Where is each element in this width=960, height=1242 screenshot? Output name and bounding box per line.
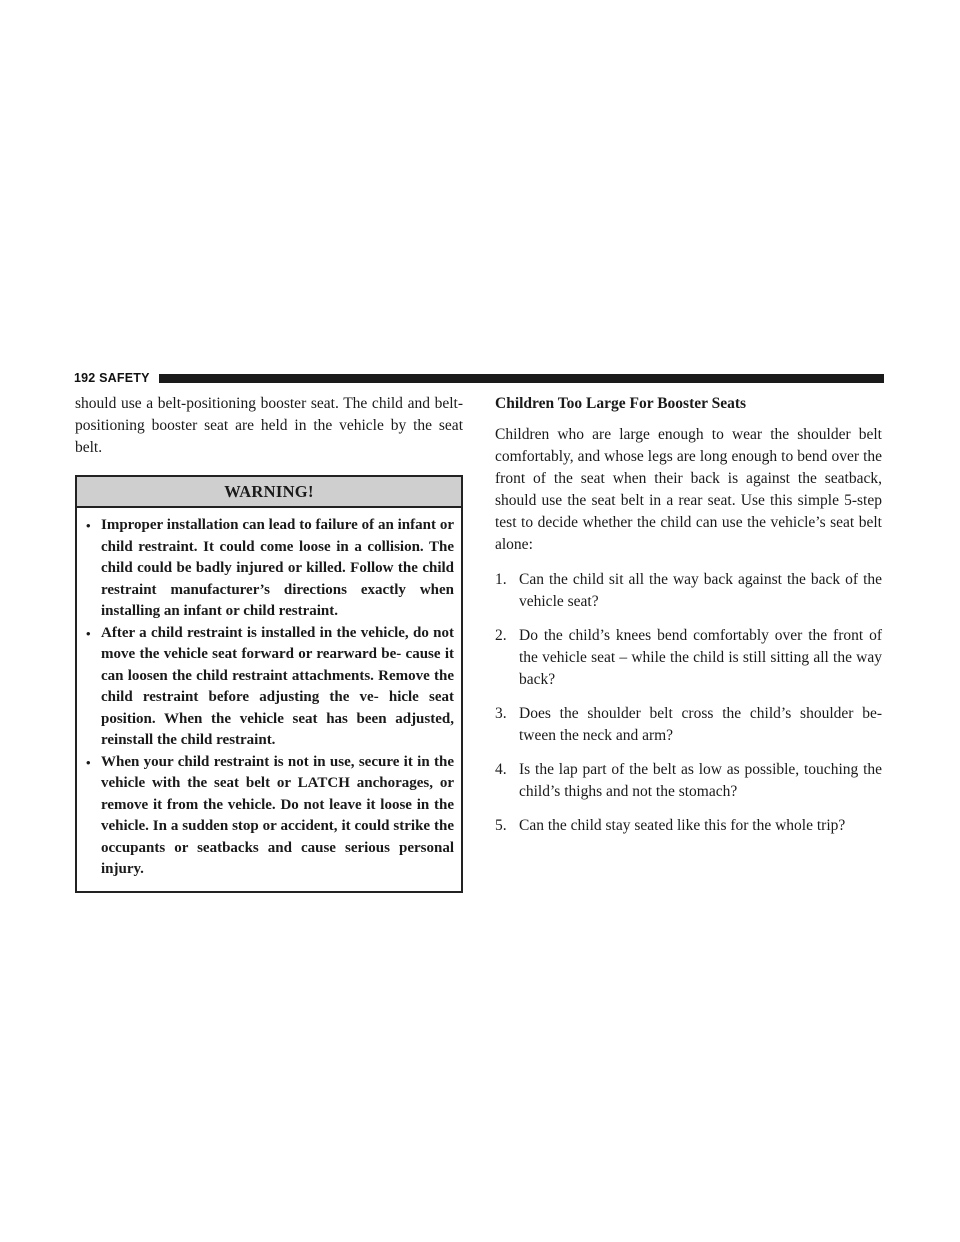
step-item — [495, 625, 882, 691]
warning-item — [84, 623, 454, 752]
left-column — [75, 393, 463, 893]
step-item — [495, 815, 882, 837]
warning-item-text: After a child restraint is installed in the vehicle, do not move the vehicle seat forward or rearward be- cause it can loosen the child restraint attachments. Remove the child restraint before adjusting the ve- hicle seat position. When the vehicle seat has been adjusted, reinstall the child restraint. — [101, 624, 454, 748]
step-text: Can the child sit all the way back against the back of the vehicle seat? — [519, 571, 882, 610]
warning-item — [84, 515, 454, 623]
steps-list — [495, 569, 882, 837]
step-text: Is the lap part of the belt as low as possible, touching the child’s thighs and not the stomach? — [519, 761, 882, 800]
section-paragraph: Children who are large enough to wear the shoulder belt comfortably, and whose legs are long enough to bend over the front of the seat when their back is against the seatback, should use the seat belt in a rear seat. Use this simple 5-step test to decide whether the child can use the vehicle’s seat belt alone: — [495, 426, 882, 553]
step-number: 2. — [495, 627, 507, 644]
step-text: Does the shoulder belt cross the child’s shoulder be- tween the neck and arm? — [519, 705, 882, 744]
step-number: 3. — [495, 705, 507, 722]
section-heading: Children Too Large For Booster Seats — [495, 395, 747, 412]
bullet-icon: • — [86, 754, 91, 770]
warning-item — [84, 752, 454, 881]
step-text: Can the child stay seated like this for the whole trip? — [519, 817, 846, 834]
step-number: 5. — [495, 817, 507, 834]
warning-title: WARNING! — [77, 477, 461, 508]
bullet-icon: • — [86, 518, 91, 533]
page-header — [74, 371, 884, 385]
step-item — [495, 569, 882, 613]
warning-item-text: When your child restraint is not in use, secure it in the vehicle with the seat belt or LATCH anchorages, or remove it from the vehicle. Do not leave it loose in the vehicle. In a sudden stop or accident, it could strike the occupants or seatbacks and cause serious personal injury. — [101, 753, 454, 877]
page-number-label: 192 SAFETY — [74, 371, 150, 385]
bullet-icon: • — [86, 625, 91, 641]
right-column — [495, 393, 882, 849]
warning-list — [77, 508, 461, 891]
step-text: Do the child’s knees bend comfortably over the front of the vehicle seat – while the child is still sitting all the way back? — [519, 627, 882, 688]
step-item — [495, 703, 882, 747]
step-number: 1. — [495, 571, 507, 588]
step-number: 4. — [495, 761, 507, 778]
header-rule — [159, 374, 884, 383]
intro-paragraph: should use a belt-positioning booster seat. The child and belt-positioning booster seat are held in the vehicle by the seat belt. — [75, 395, 463, 456]
step-item — [495, 759, 882, 803]
warning-item-text: Improper installation can lead to failure of an infant or child restraint. It could come loose in a collision. The child could be badly injured or killed. Follow the child restraint manufacturer’s directions exactly when installing an infant or child restraint. — [101, 517, 454, 619]
warning-box — [75, 475, 463, 893]
